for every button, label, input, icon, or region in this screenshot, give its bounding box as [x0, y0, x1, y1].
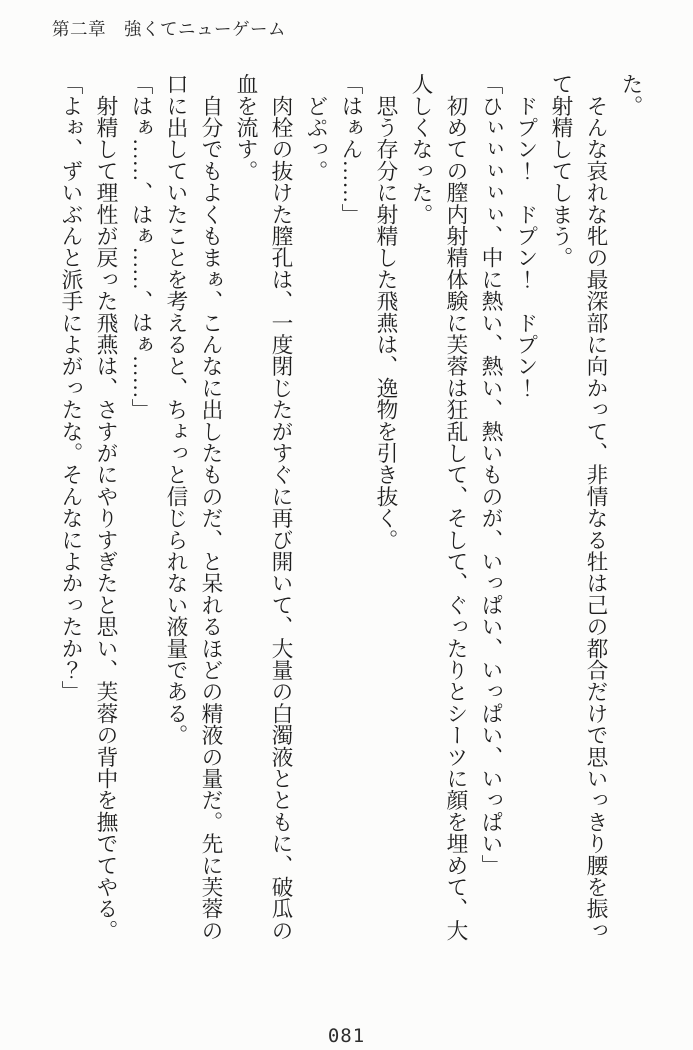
text-line: 口に出していたことを考えると、ちょっと信じられない液量である。: [164, 73, 188, 746]
text-line: 自分でもよくもまぁ、こんなに出したものだ、と呆れるほどの精液の量だ。先に芙蓉の: [199, 73, 223, 942]
text-line: どぷっ。: [304, 73, 328, 182]
text-line: 人しくなった。: [409, 73, 433, 225]
page-number: 081: [327, 1025, 366, 1047]
text-line: て射精してしまう。: [549, 73, 573, 269]
text-line: 思う存分に射精した飛燕は、逸物を引き抜く。: [374, 73, 398, 551]
text-line: 「よぉ、ずいぶんと派手によがったな。そんなによかったか？」: [59, 73, 83, 703]
text-line: 「はぁ……、はぁ……、はぁ……」: [129, 73, 153, 421]
text-line: 血を流す。: [234, 73, 258, 182]
text-line: 「ひぃぃぃぃぃ、中に熱い、熱い、熱いものが、いっぱい、いっぱい、いっぱい」: [479, 73, 503, 876]
text-line: 射精して理性が戻った飛燕は、さすがにやりすぎたと思い、芙蓉の背中を撫でてやる。: [94, 73, 118, 941]
text-line: 肉栓の抜けた膣孔は、一度閉じたがすぐに再び開いて、大量の白濁液とともに、破瓜の: [269, 73, 293, 941]
text-line: そんな哀れな牝の最深部に向かって、非情なる牡は己の都合だけで思いっきり腰を振っ: [584, 73, 608, 941]
text-line: 初めての膣内射精体験に芙蓉は狂乱して、そして、ぐったりとシーツに顔を埋めて、大: [444, 73, 468, 941]
text-line: 「はぁん……」: [339, 73, 363, 225]
body-text: [53, 73, 648, 953]
text-line: た。: [619, 73, 643, 117]
text-line: ドプン！ ドプン！ ドプン！: [514, 73, 538, 399]
chapter-header: 第二章 強くてニューゲーム: [52, 19, 286, 39]
